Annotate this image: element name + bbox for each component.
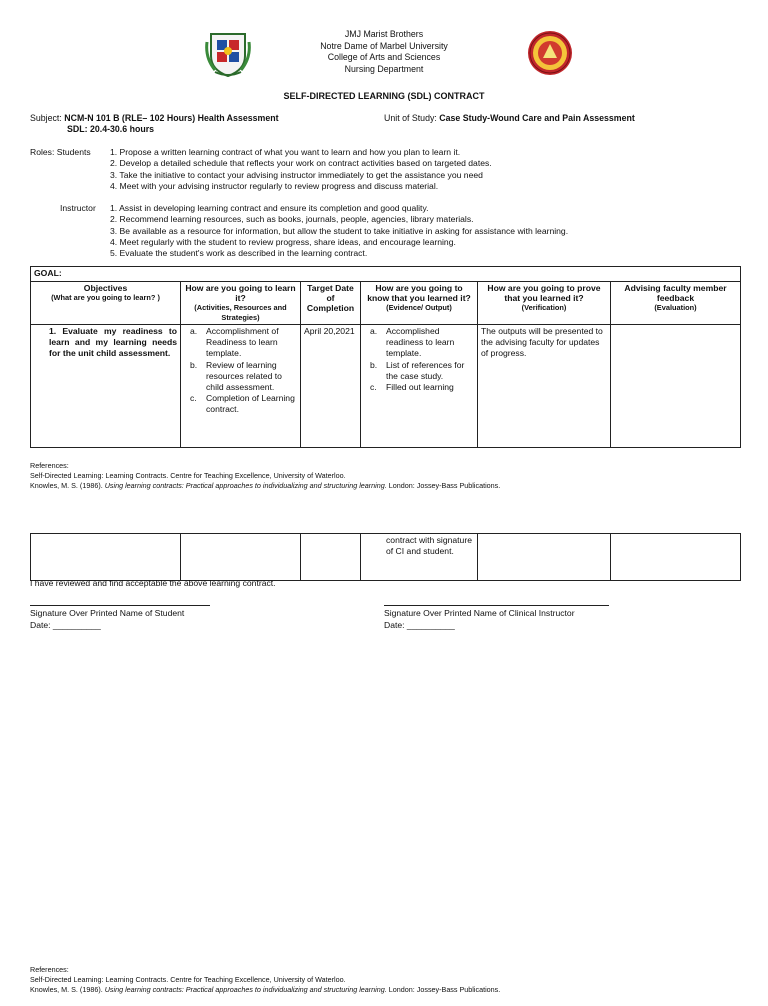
- instructor-signature-block: [384, 607, 575, 631]
- students-role-list: [110, 147, 730, 192]
- header-feedback: Advising faculty member feedback (Evaluation): [611, 282, 741, 325]
- unit-of-study: [384, 113, 635, 123]
- list-item: 3. Be available as a resource for information, but allow the student to take initiative in asking for assistance with learning.: [110, 225, 569, 236]
- subject-block: [30, 113, 279, 135]
- reference-1: Self-Directed Learning: Learning Contracts. Centre for Teaching Excellence, University of Waterloo.: [30, 975, 346, 984]
- reference-2: Knowles, M. S. (1986). Using learning contracts: Practical approaches to individualizing and structuring learning. London: Jossey-Bass Publications.: [30, 481, 501, 490]
- list-item: a. Accomplishment of Readiness to learn template.: [190, 326, 279, 359]
- header-objectives: Objectives (What are you going to learn? ): [31, 282, 181, 325]
- list-item: 1. Assist in developing learning contract and ensure its completion and good quality.: [110, 203, 429, 213]
- header-line-3: College of Arts and Sciences: [327, 52, 441, 62]
- list-item: c. Completion of Learning contract.: [190, 393, 295, 415]
- references-top: [30, 461, 500, 491]
- goal-cell: GOAL:: [31, 267, 741, 282]
- student-signature-block: [30, 607, 184, 631]
- cont-feedback-cell: [611, 534, 741, 581]
- cont-activities-cell: [181, 534, 301, 581]
- cont-verification-cell: [478, 534, 611, 581]
- references-label: References:: [30, 965, 69, 974]
- list-item: 4. Meet with your advising instructor regularly to review progress and discuss material.: [110, 180, 439, 191]
- student-date: Date: __________: [30, 620, 101, 630]
- cont-objective-cell: [31, 534, 181, 581]
- verification-cell: The outputs will be presented to the advising faculty for updates of progress.: [478, 325, 611, 448]
- cont-evidence-cell: contract with signature of CI and student.: [361, 534, 478, 581]
- instructor-label: Instructor: [60, 203, 96, 213]
- unit-label: Unit of Study:: [384, 113, 440, 123]
- list-item: 2. Recommend learning resources, such as books, journals, people, agencies, library materials.: [110, 214, 474, 225]
- references-bottom: [30, 965, 500, 995]
- objective-text: Evaluate my readiness to learn and my learning needs for the unit child assessment.: [49, 326, 178, 359]
- roles-students-label: Roles: Students: [30, 147, 91, 157]
- list-item: 4. Meet regularly with the student to review progress, share ideas, and encourage learning.: [110, 236, 456, 247]
- list-item: 1. Propose a written learning contract of what you want to learn and how you plan to learn it.: [110, 147, 461, 157]
- objective-cell: [31, 325, 181, 448]
- learning-contract-table-continued: [30, 533, 741, 581]
- review-statement: I have reviewed and find acceptable the above learning contract.: [30, 578, 276, 588]
- student-signature-line: [30, 605, 210, 606]
- instructor-role-list: [110, 203, 730, 259]
- header-line-2: Notre Dame of Marbel University: [320, 40, 448, 51]
- sdl-hours: SDL: 20.4-30.6 hours: [67, 124, 155, 134]
- subject-label: Subject:: [30, 113, 65, 123]
- subject-value: NCM-N 101 B (RLE– 102 Hours) Health Assessment: [64, 113, 279, 123]
- objective-number: 1.: [49, 326, 57, 336]
- student-signature-label: Signature Over Printed Name of Student: [30, 608, 185, 618]
- header-line-4: Nursing Department: [344, 63, 424, 74]
- unit-value: Case Study-Wound Care and Pain Assessment: [439, 113, 635, 123]
- references-label: References:: [30, 461, 69, 470]
- reference-2: Knowles, M. S. (1986). Using learning contracts: Practical approaches to individualizing and structuring learning. London: Jossey-Bass Publications.: [30, 985, 501, 994]
- header-line-1: JMJ Marist Brothers: [344, 29, 424, 39]
- instructor-signature-line: [384, 605, 609, 606]
- list-item: 3. Take the initiative to contact your advising instructor immediately to get the assistance you need: [110, 169, 483, 180]
- feedback-cell: [611, 325, 741, 448]
- list-item: a. Accomplished readiness to learn template.: [370, 326, 455, 359]
- cont-date-cell: [301, 534, 361, 581]
- list-item: 5. Evaluate the student's work as described in the learning contract.: [110, 248, 368, 259]
- list-item: b. Review of learning resources related to child assessment.: [190, 359, 282, 393]
- list-item: c. Filled out learning: [370, 382, 454, 393]
- target-date-cell: April 20,2021: [301, 325, 361, 448]
- header-verification: How are you going to prove that you learned it? (Verification): [478, 282, 611, 325]
- header-activities: How are you going to learn it? (Activities, Resources and Strategies): [181, 282, 301, 325]
- header-target-date: Target Date of Completion: [301, 282, 361, 325]
- learning-contract-table: [30, 266, 741, 448]
- document-title: SELF-DIRECTED LEARNING (SDL) CONTRACT: [283, 91, 485, 101]
- list-item: 2. Develop a detailed schedule that reflects your work on contract activities based on targeted dates.: [110, 158, 492, 169]
- instructor-date: Date: __________: [384, 620, 455, 630]
- activities-cell: [181, 325, 301, 448]
- instructor-signature-label: Signature Over Printed Name of Clinical Instructor: [384, 608, 575, 618]
- evidence-cell: [361, 325, 478, 448]
- list-item: b. List of references for the case study.: [370, 359, 465, 381]
- institution-header: [0, 29, 768, 75]
- header-evidence: How are you going to know that you learned it? (Evidence/ Output): [361, 282, 478, 325]
- reference-1: Self-Directed Learning: Learning Contracts. Centre for Teaching Excellence, University of Waterloo.: [30, 471, 346, 480]
